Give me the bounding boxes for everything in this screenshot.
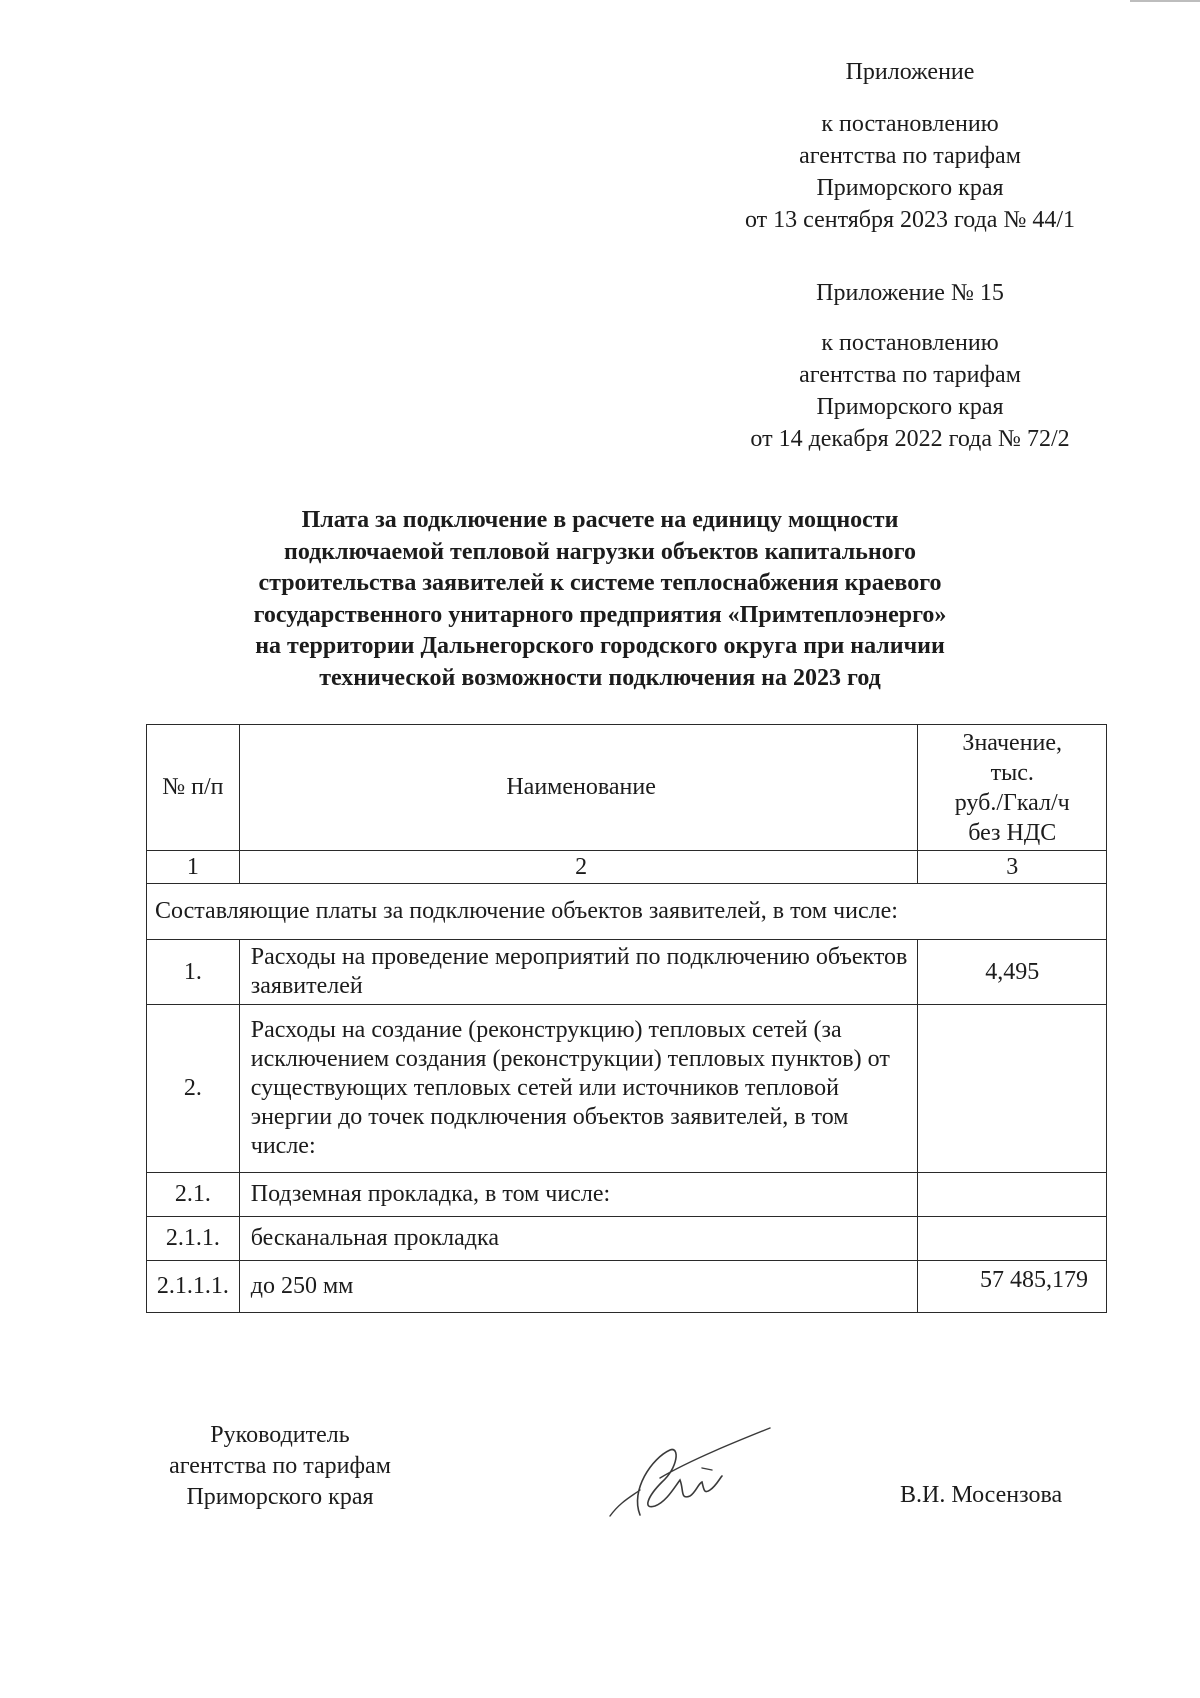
row-name: Расходы на создание (реконструкцию) тепловых сетей (за исключением создания (реконструкции) тепловых пунктов) от существующих тепловых сетей или источников тепловой энергии до точек подключения объектов заявителей, в том числе: [239,1005,918,1173]
section-row [147,884,1107,940]
row-num: 2. [147,1005,240,1173]
annex-original-block [700,277,1120,455]
row-num: 2.1.1. [147,1217,240,1261]
header-value-line: руб./Гкал/ч [954,789,1070,816]
header-name: Наименование [239,725,918,851]
signatory-name: В.И. Мосензова [900,1482,1063,1508]
row-name: Расходы на проведение мероприятий по подключению объектов заявителей [239,940,918,1005]
column-number-row [147,851,1107,884]
annex-current-line: агентства по тарифам [799,143,1021,169]
table-row [147,940,1107,1005]
annex-original-line: к постановлению [821,330,999,356]
annex-current-line: от 13 сентября 2023 года № 44/1 [744,207,1076,233]
annex-original-line: агентства по тарифам [799,362,1021,388]
row-value: 4,495 [918,940,1107,1005]
row-num: 2.1.1.1. [147,1261,240,1313]
row-name: бесканальная прокладка [239,1217,918,1261]
signatory-position [130,1420,430,1513]
table-row [147,1005,1107,1173]
document-title [160,505,1040,694]
row-name: до 250 мм [239,1261,918,1313]
table-row [147,1173,1107,1217]
header-value-line: Значение, [962,729,1063,756]
title-line: строительства заявителей к системе теплоснабжения краевого [258,570,942,596]
row-value [918,1005,1107,1173]
annex-current-line: к постановлению [821,111,999,137]
signatory-position-line: Руководитель [210,1422,350,1448]
annex-current-label: Приложение [845,59,975,85]
title-line: Плата за подключение в расчете на единицу мощности [301,507,899,533]
row-value [918,1217,1107,1261]
annex-current-line: Приморского края [816,175,1004,201]
row-name: Подземная прокладка, в том числе: [239,1173,918,1217]
annex-original-line: от 14 декабря 2022 года № 72/2 [750,426,1070,452]
title-line: подключаемой тепловой нагрузки объектов капитального [284,538,916,565]
table-header-row [147,725,1107,851]
header-value [918,725,1107,851]
row-num: 1. [147,940,240,1005]
column-number: 1 [147,851,240,884]
signatory-position-line: агентства по тарифам [169,1453,391,1479]
column-number: 2 [239,851,918,884]
row-value [918,1173,1107,1217]
table-row [147,1217,1107,1261]
section-label: Составляющие платы за подключение объектов заявителей, в том числе: [147,884,1107,940]
scan-edge-mark [1130,0,1200,2]
annex-current-block [700,56,1120,236]
row-value: 57 485,179 [918,1261,1107,1313]
title-line: государственного унитарного предприятия «Примтеплоэнерго» [253,601,947,628]
annex-original-label: Приложение № 15 [816,280,1004,306]
table-row [147,1261,1107,1313]
handwritten-signature [600,1420,790,1530]
header-value-line: без НДС [968,819,1057,846]
row-num: 2.1. [147,1173,240,1217]
header-value-line: тыс. [990,759,1034,786]
annex-original-line: Приморского края [816,394,1004,420]
tariff-table [146,724,1107,1313]
column-number: 3 [918,851,1107,884]
title-line: на территории Дальнегорского городского округа при наличии [255,633,945,659]
title-line: технической возможности подключения на 2023 год [319,664,881,691]
header-num: № п/п [147,725,240,851]
signatory-position-line: Приморского края [186,1484,374,1510]
